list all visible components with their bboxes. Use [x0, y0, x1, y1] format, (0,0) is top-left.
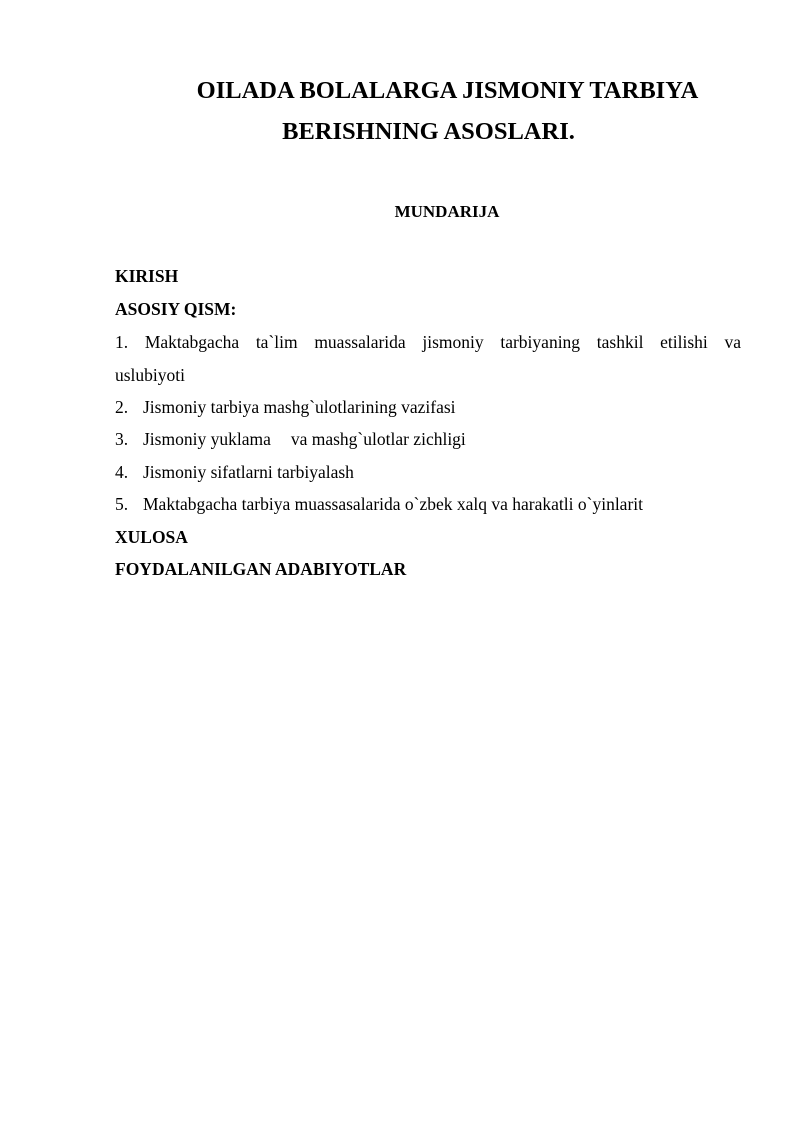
- document-title-line-2: BERISHNING ASOSLARI.: [282, 118, 575, 145]
- toc-conclusion: XULOSA: [115, 527, 188, 547]
- toc-item-2-number: 2.: [115, 397, 129, 417]
- toc-item-3-text-part-2: va mashg`ulotlar zichligi: [290, 429, 466, 449]
- toc-item-3-text-part-1: Jismoniy yuklama: [143, 429, 271, 449]
- toc-item-4-text: Jismoniy sifatlarni tarbiyalash: [143, 462, 354, 482]
- toc-item-1-text: Maktabgacha ta`lim muassalarida jismoniy tarbiyaning tashkil etilishi va: [144, 332, 742, 352]
- toc-item-2-text: Jismoniy tarbiya mashg`ulotlarining vazifasi: [143, 397, 456, 417]
- toc-item-3-number: 3.: [115, 429, 129, 449]
- toc-item-1-line-2: uslubiyoti: [115, 365, 186, 385]
- toc-item-4-number: 4.: [115, 462, 129, 482]
- toc-item-5-number: 5.: [115, 494, 129, 514]
- toc-item-5: [115, 496, 643, 514]
- toc-references: FOYDALANILGAN ADABIYOTLAR: [115, 559, 407, 579]
- toc-heading: MUNDARIJA: [394, 202, 500, 221]
- document-title-line-1: OILADA BOLALARGA JISMONIY TARBIYA: [196, 77, 699, 104]
- toc-main-part: ASOSIY QISM:: [115, 299, 237, 319]
- toc-item-4: [115, 464, 354, 482]
- toc-item-5-text: Maktabgacha tarbiya muassasalarida o`zbek xalq va harakatli o`yinlarit: [143, 494, 643, 514]
- toc-intro: KIRISH: [115, 266, 179, 286]
- toc-item-1-line-1: [115, 334, 741, 352]
- toc-item-1-number: 1.: [115, 332, 129, 352]
- toc-item-3: [115, 431, 466, 449]
- toc-item-2: [115, 399, 456, 417]
